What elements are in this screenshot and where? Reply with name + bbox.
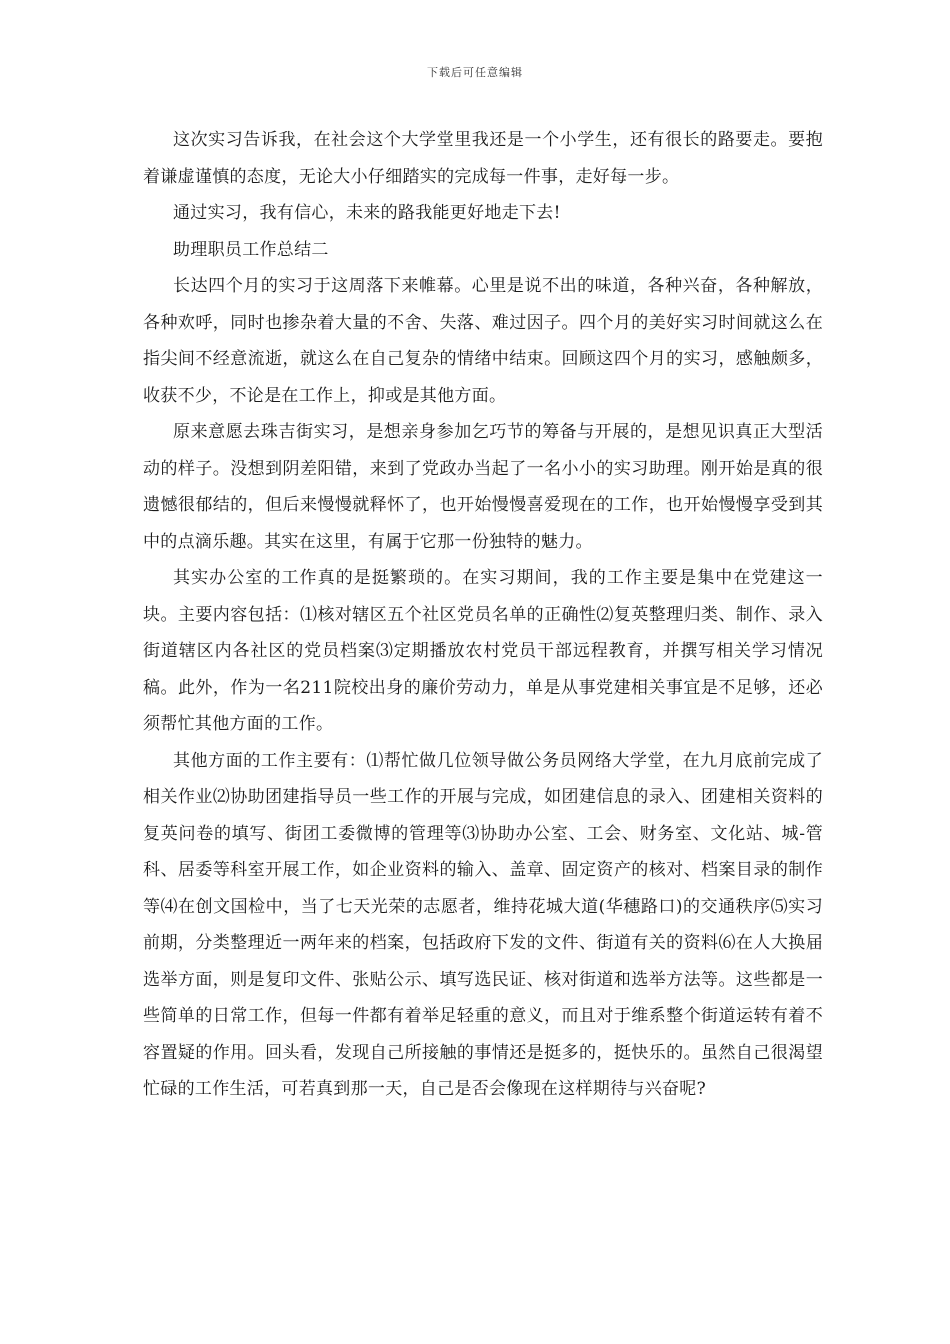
paragraph-internship-lesson: 这次实习告诉我，在社会这个大学堂里我还是一个小学生，还有很长的路要走。要抱着谦虚谨慎的态度，无论大小仔细踏实的完成每一件事，走好每一步。 (143, 130, 823, 187)
paragraph-office-work: 其实办公室的工作真的是挺繁琐的。在实习期间，我的工作主要是集中在党建这一块。主要内容包括：⑴核对辖区五个社区党员名单的正确性⑵复英整理归类、制作、录入街道辖区内各社区的党员档案⑶定期播放农村党员干部远程教育，并撰写相关学习情况稿。此外，作为一名211院校出身的廉价劳动力，单是从事党建相关事宜是不足够，还必须帮忙其他方面的工作。 (143, 568, 823, 734)
paragraph-confidence: 通过实习，我有信心，未来的路我能更好地走下去! (173, 203, 561, 223)
page-header-note: 下载后可任意编辑 (427, 66, 523, 79)
paragraph-four-months: 长达四个月的实习于这周落下来帷幕。心里是说不出的味道，各种兴奋，各种解放，各种欢呼，同时也掺杂着大量的不舍、失落、难过因子。四个月的美好实习时间就这么在指尖间不经意流逝，就这么在自己复杂的情绪中结束。回顾这四个月的实习，感触颇多，收获不少，不论是在工作上，抑或是其他方面。 (143, 276, 823, 406)
section-title: 助理职员工作总结二 (173, 239, 329, 260)
document-body (143, 122, 823, 1108)
paragraph-other-work: 其他方面的工作主要有：⑴帮忙做几位领导做公务员网络大学堂，在九月底前完成了相关作业⑵协助团建指导员一些工作的开展与完成，如团建信息的录入、团建相关资料的复英问卷的填写、街团工委微博的管理等⑶协助办公室、工会、财务室、文化站、城-管科、居委等科室开展工作，如企业资料的输入、盖章、固定资产的核对、档案目录的制作等⑷在创文国检中，当了七天光荣的志愿者，维持花城大道(华穗路口)的交通秩序⑸实习前期，分类整理近一两年来的档案，包括政府下发的文件、街道有关的资料⑹在人大换届选举方面，则是复印文件、张贴公示、填写选民证、核对街道和选举方法等。这些都是一些简单的日常工作，但每一件都有着举足轻重的意义，而且对于维系整个街道运转有着不容置疑的作用。回头看，发现自己所接触的事情还是挺多的，挺快乐的。虽然自己很渴望忙碌的工作生活，可若真到那一天，自己是否会像现在这样期待与兴奋呢? (143, 750, 823, 1099)
paragraph-original-wish: 原来意愿去珠吉街实习，是想亲身参加乞巧节的筹备与开展的，是想见识真正大型活动的样子。没想到阴差阳错，来到了党政办当起了一名小小的实习助理。刚开始是真的很遗憾很郁结的，但后来慢慢就释怀了，也开始慢慢喜爱现在的工作，也开始慢慢享受到其中的点滴乐趣。其实在这里，有属于它那一份独特的魅力。 (143, 422, 823, 552)
